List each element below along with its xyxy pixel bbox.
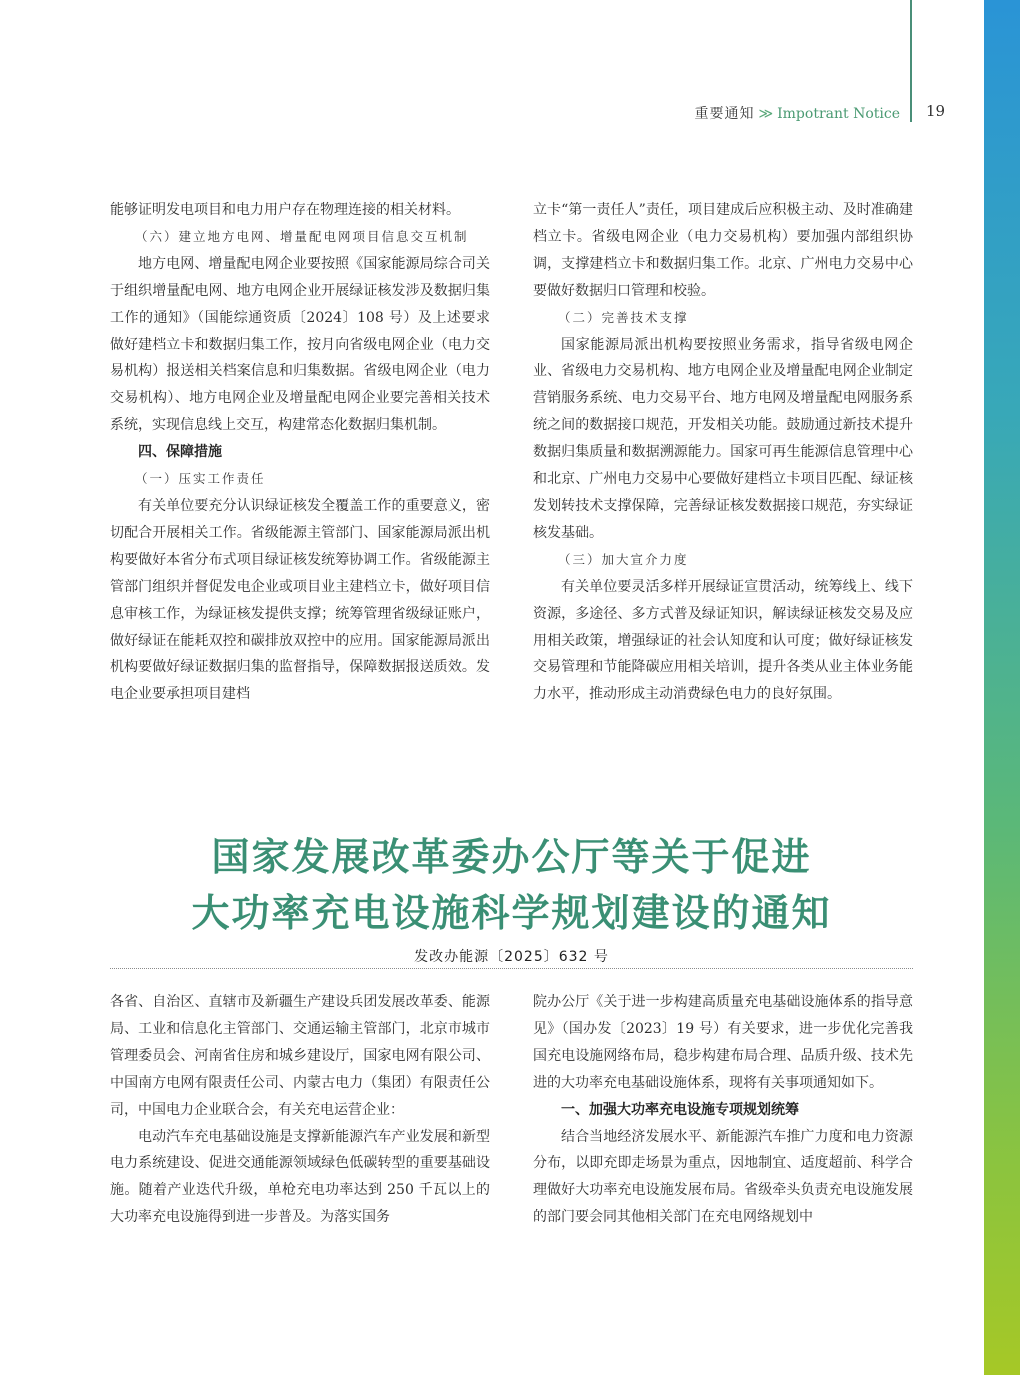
paragraph: 院办公厅《关于进一步构建高质量充电基础设施体系的指导意见》（国办发〔2023〕19 号）有关要求，进一步优化完善我国充电设施网络布局，稳步构建布局合理、品质升级、技术先进的大功率充电基础设施体系，现将有关事项通知如下。	[533, 994, 913, 1091]
subsection-heading: （六）建立地方电网、增量配电网项目信息交互机制	[135, 228, 469, 244]
section-title-en: Impotrant Notice	[777, 106, 900, 122]
document-number: 发改办能源〔2025〕632 号	[414, 949, 609, 965]
section-title-cn: 重要通知	[694, 106, 755, 122]
paragraph: 各省、自治区、直辖市及新疆生产建设兵团发展改革委、能源局、工业和信息化主管部门、交通运输主管部门，北京市城市管理委员会、河南省住房和城乡建设厅，国家电网有限公司、中国南方电网有限责任公司、内蒙古电力（集团）有限责任公司，中国电力企业联合会，有关充电运营企业：	[110, 994, 490, 1118]
chevron-icon: ≫	[758, 106, 774, 122]
paragraph: 电动汽车充电基础设施是支撑新能源汽车产业发展和新型电力系统建设、促进交通能源领域绿色低碳转型的重要基础设施。随着产业迭代升级，单枪充电功率达到 250 千瓦以上的大功率充电设施得到进一步普及。为落实国务	[110, 1128, 490, 1226]
article-title-line2: 大功率充电设施科学规划建设的通知	[191, 890, 832, 935]
subsection-heading: （三）加大宣介力度	[558, 551, 689, 567]
article2-column-left	[110, 989, 490, 1231]
header-divider-line	[910, 0, 912, 122]
paragraph: 有关单位要灵活多样开展绿证宣贯活动，统筹线上、线下资源，多途径、多方式普及绿证知识，解读绿证核发交易及应用相关政策，增强绿证的社会认知度和认可度；做好绿证核发交易管理和节能降碳应用相关培训，提升各类从业主体业务能力水平，推动形成主动消费绿色电力的良好氛围。	[533, 578, 913, 703]
subsection-heading: （一）压实工作责任	[135, 471, 266, 487]
article1-column-right	[533, 197, 913, 708]
paragraph: 立卡“第一责任人”责任，项目建成后应积极主动、及时准确建档立卡。省级电网企业（电力交易机构）要加强内部组织协调，支撑建档立卡和数据归集工作。北京、广州电力交易中心要做好数据归口管理和校验。	[533, 202, 913, 299]
paragraph: 能够证明发电项目和电力用户存在物理连接的相关材料。	[110, 202, 460, 218]
section-heading: 一、加强大功率充电设施专项规划统筹	[561, 1101, 799, 1118]
side-color-band	[984, 0, 1020, 1375]
paragraph: 地方电网、增量配电网企业要按照《国家能源局综合司关于组织增量配电网、地方电网企业开展绿证核发涉及数据归集工作的通知》（国能综通资质〔2024〕108 号）及上述要求做好建档立卡和数据归集工作，按月向省级电网企业（电力交易机构）报送相关档案信息和归集数据。省级电网企业（电力交易机构）、地方电网企业及增量配电网企业要完善相关技术系统，实现信息线上交互，构建常态化数据归集机制。	[110, 255, 490, 434]
subsection-heading: （二）完善技术支撑	[558, 309, 689, 325]
paragraph: 有关单位要充分认识绿证核发全覆盖工作的重要意义，密切配合开展相关工作。省级能源主管部门、国家能源局派出机构要做好本省分布式项目绿证核发统筹协调工作。省级能源主管部门组织并督促发电企业或项目业主建档立卡，做好项目信息审核工作，为绿证核发提供支撑；统筹管理省级绿证账户，做好绿证在能耗双控和碳排放双控中的应用。国家能源局派出机构要做好绿证数据归集的监督指导，保障数据报送质效。发电企业要承担项目建档	[110, 497, 490, 703]
paragraph: 结合当地经济发展水平、新能源汽车推广力度和电力资源分布，以即充即走场景为重点，因地制宜、适度超前、科学合理做好大功率充电设施发展布局。省级牵头负责充电设施发展的部门要会同其他相关部门在充电网络规划中	[533, 1128, 913, 1226]
article1-column-left	[110, 197, 490, 708]
running-header	[600, 103, 900, 125]
section-heading: 四、保障措施	[138, 444, 222, 461]
article-title-line1: 国家发展改革委办公厅等关于促进	[211, 834, 812, 879]
page-number: 19	[926, 102, 946, 120]
article2-column-right	[533, 989, 913, 1231]
dotted-divider	[110, 968, 913, 969]
paragraph: 国家能源局派出机构要按照业务需求，指导省级电网企业、省级电力交易机构、地方电网企业及增量配电网企业制定营销服务系统、电力交易平台、地方电网及增量配电网服务系统之间的数据接口规范，开发相关功能。鼓励通过新技术提升数据归集质量和数据溯源能力。国家可再生能源信息管理中心和北京、广州电力交易中心要做好建档立卡项目匹配、绿证核发划转技术支撑保障，完善绿证核发数据接口规范，夯实绿证核发基础。	[533, 336, 913, 541]
